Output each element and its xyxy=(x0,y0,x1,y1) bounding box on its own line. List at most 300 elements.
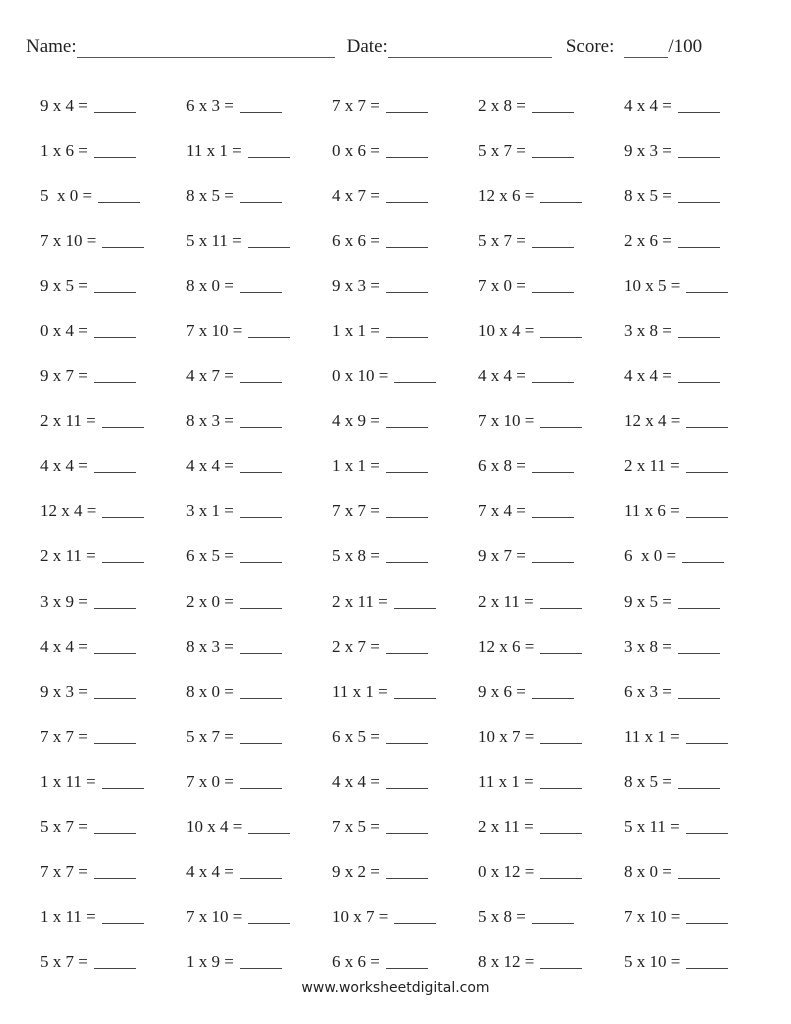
problem-item xyxy=(40,546,186,566)
answer-blank[interactable] xyxy=(540,877,582,879)
answer-blank[interactable] xyxy=(540,607,582,609)
problem-equation: 0 x 6 = xyxy=(332,140,380,160)
problem-equation: 4 x 7 = xyxy=(332,185,380,205)
problem-item xyxy=(624,411,770,431)
problem-equation: 8 x 0 = xyxy=(186,681,234,701)
problem-equation: 9 x 3 = xyxy=(40,681,88,701)
problem-item xyxy=(186,456,332,476)
answer-blank[interactable] xyxy=(386,246,428,248)
problem-equation: 7 x 10 = xyxy=(40,230,97,250)
problem-equation: 6 x 5 = xyxy=(332,726,380,746)
problem-equation: 2 x 7 = xyxy=(332,636,380,656)
answer-blank[interactable] xyxy=(686,922,728,924)
problem-equation: 1 x 1 = xyxy=(332,321,380,341)
problem-item xyxy=(186,276,332,296)
problem-equation: 1 x 11 = xyxy=(40,907,96,927)
problem-equation: 8 x 0 = xyxy=(186,275,234,295)
answer-blank[interactable] xyxy=(94,607,136,609)
problem-item xyxy=(478,411,624,431)
answer-blank[interactable] xyxy=(386,832,428,834)
problem-row xyxy=(40,805,770,850)
answer-blank[interactable] xyxy=(678,652,720,654)
answer-blank[interactable] xyxy=(686,291,728,293)
answer-blank[interactable] xyxy=(678,381,720,383)
problem-equation: 5 x 7 = xyxy=(186,726,234,746)
problem-item xyxy=(332,231,478,251)
answer-blank[interactable] xyxy=(102,516,144,518)
answer-blank[interactable] xyxy=(532,111,574,113)
problem-item xyxy=(478,546,624,566)
problem-equation: 8 x 12 = xyxy=(478,952,535,972)
problem-equation: 8 x 3 = xyxy=(186,636,234,656)
problem-equation: 6 x 5 = xyxy=(186,546,234,566)
answer-blank[interactable] xyxy=(686,516,728,518)
answer-blank[interactable] xyxy=(240,381,282,383)
answer-blank[interactable] xyxy=(386,787,428,789)
problem-equation: 11 x 1 = xyxy=(624,726,680,746)
answer-blank[interactable] xyxy=(248,156,290,158)
answer-blank[interactable] xyxy=(532,471,574,473)
problem-equation: 5 x 10 = xyxy=(624,952,681,972)
problem-equation: 7 x 0 = xyxy=(478,275,526,295)
problem-item xyxy=(186,817,332,837)
answer-blank[interactable] xyxy=(386,877,428,879)
problem-equation: 5 x 7 = xyxy=(40,817,88,837)
problem-equation: 11 x 1 = xyxy=(478,771,534,791)
problem-item xyxy=(186,727,332,747)
problem-equation: 7 x 5 = xyxy=(332,817,380,837)
problem-item xyxy=(624,907,770,927)
problem-equation: 7 x 7 = xyxy=(332,95,380,115)
answer-blank[interactable] xyxy=(532,246,574,248)
problem-equation: 10 x 4 = xyxy=(186,817,243,837)
problem-item xyxy=(186,96,332,116)
problem-equation: 6 x 8 = xyxy=(478,456,526,476)
answer-blank[interactable] xyxy=(102,246,144,248)
problem-equation: 7 x 10 = xyxy=(478,411,535,431)
problem-equation: 1 x 1 = xyxy=(332,456,380,476)
problem-item xyxy=(624,682,770,702)
answer-blank[interactable] xyxy=(94,156,136,158)
problem-row xyxy=(40,895,770,940)
problem-row xyxy=(40,83,770,128)
problem-item xyxy=(40,907,186,927)
score-total: /100 xyxy=(668,36,703,57)
answer-blank[interactable] xyxy=(386,652,428,654)
answer-blank[interactable] xyxy=(386,561,428,563)
website-footer: www.worksheetdigital.com xyxy=(301,980,490,996)
problem-equation: 9 x 5 = xyxy=(40,275,88,295)
problem-equation: 9 x 3 = xyxy=(624,140,672,160)
answer-blank[interactable] xyxy=(386,336,428,338)
problem-equation: 1 x 9 = xyxy=(186,952,234,972)
answer-blank[interactable] xyxy=(240,967,282,969)
problem-equation: 4 x 4 = xyxy=(186,862,234,882)
answer-blank[interactable] xyxy=(94,381,136,383)
problem-equation: 9 x 3 = xyxy=(332,275,380,295)
answer-blank[interactable] xyxy=(678,246,720,248)
problem-equation: 2 x 8 = xyxy=(478,95,526,115)
problem-equation: 5 x 7 = xyxy=(40,952,88,972)
problem-item xyxy=(186,592,332,612)
answer-blank[interactable] xyxy=(540,652,582,654)
problem-equation: 2 x 11 = xyxy=(40,546,96,566)
answer-blank[interactable] xyxy=(240,561,282,563)
problem-row xyxy=(40,444,770,489)
problem-item xyxy=(332,637,478,657)
answer-blank[interactable] xyxy=(394,697,436,699)
problem-row xyxy=(40,669,770,714)
problem-equation: 8 x 5 = xyxy=(624,771,672,791)
problem-item xyxy=(624,231,770,251)
problem-row xyxy=(40,263,770,308)
answer-blank[interactable] xyxy=(94,291,136,293)
answer-blank[interactable] xyxy=(678,877,720,879)
problem-equation: 8 x 5 = xyxy=(624,185,672,205)
problem-item xyxy=(186,772,332,792)
answer-blank[interactable] xyxy=(678,607,720,609)
problem-item xyxy=(186,907,332,927)
problem-equation: 9 x 7 = xyxy=(40,366,88,386)
problem-item xyxy=(40,276,186,296)
answer-blank[interactable] xyxy=(540,742,582,744)
problem-equation: 7 x 0 = xyxy=(186,771,234,791)
answer-blank[interactable] xyxy=(240,516,282,518)
answer-blank[interactable] xyxy=(248,832,290,834)
problem-equation: 4 x 4 = xyxy=(332,771,380,791)
answer-blank[interactable] xyxy=(102,787,144,789)
answer-blank[interactable] xyxy=(240,291,282,293)
problem-equation: 1 x 6 = xyxy=(40,140,88,160)
problem-item xyxy=(332,501,478,521)
answer-blank[interactable] xyxy=(686,742,728,744)
answer-blank[interactable] xyxy=(540,336,582,338)
problem-equation: 4 x 4 = xyxy=(624,366,672,386)
score-field[interactable] xyxy=(624,39,668,58)
problem-equation: 5 x 8 = xyxy=(332,546,380,566)
problem-equation: 12 x 4 = xyxy=(40,501,97,521)
problem-equation: 9 x 5 = xyxy=(624,591,672,611)
problem-equation: 9 x 6 = xyxy=(478,681,526,701)
answer-blank[interactable] xyxy=(686,426,728,428)
problem-item xyxy=(478,231,624,251)
problem-equation: 5 x 11 = xyxy=(624,817,680,837)
problem-item xyxy=(40,456,186,476)
answer-blank[interactable] xyxy=(686,471,728,473)
date-field[interactable] xyxy=(388,39,552,58)
problem-item xyxy=(624,456,770,476)
problem-equation: 7 x 10 = xyxy=(624,907,681,927)
answer-blank[interactable] xyxy=(102,922,144,924)
problem-equation: 10 x 5 = xyxy=(624,275,681,295)
problem-item xyxy=(624,276,770,296)
problem-item xyxy=(478,952,624,972)
answer-blank[interactable] xyxy=(94,471,136,473)
problem-equation: 11 x 1 = xyxy=(186,140,242,160)
answer-blank[interactable] xyxy=(94,111,136,113)
answer-blank[interactable] xyxy=(240,652,282,654)
problem-equation: 4 x 4 = xyxy=(478,366,526,386)
answer-blank[interactable] xyxy=(386,967,428,969)
problem-item xyxy=(478,727,624,747)
problem-equation: 3 x 1 = xyxy=(186,501,234,521)
answer-blank[interactable] xyxy=(386,742,428,744)
problem-row xyxy=(40,173,770,218)
problem-equation: 2 x 11 = xyxy=(40,411,96,431)
problem-item xyxy=(478,456,624,476)
problem-item xyxy=(332,141,478,161)
problem-item xyxy=(624,772,770,792)
problem-row xyxy=(40,579,770,624)
answer-blank[interactable] xyxy=(240,697,282,699)
problem-item xyxy=(624,592,770,612)
problem-item xyxy=(332,862,478,882)
problem-equation: 9 x 4 = xyxy=(40,95,88,115)
problem-row xyxy=(40,489,770,534)
problem-equation: 8 x 0 = xyxy=(624,862,672,882)
answer-blank[interactable] xyxy=(240,111,282,113)
problem-item xyxy=(478,682,624,702)
problem-item xyxy=(478,366,624,386)
problem-item xyxy=(478,141,624,161)
problem-equation: 4 x 4 = xyxy=(40,636,88,656)
answer-blank[interactable] xyxy=(240,471,282,473)
problem-item xyxy=(332,411,478,431)
answer-blank[interactable] xyxy=(94,652,136,654)
problem-item xyxy=(186,186,332,206)
problem-row xyxy=(40,940,770,985)
problem-item xyxy=(478,862,624,882)
answer-blank[interactable] xyxy=(678,787,720,789)
problem-equation: 5 x 7 = xyxy=(478,230,526,250)
problem-item xyxy=(186,411,332,431)
answer-blank[interactable] xyxy=(240,787,282,789)
problem-item xyxy=(624,186,770,206)
problem-item xyxy=(624,817,770,837)
problem-equation: 7 x 10 = xyxy=(186,321,243,341)
problem-item xyxy=(40,727,186,747)
answer-blank[interactable] xyxy=(394,922,436,924)
problem-row xyxy=(40,128,770,173)
problem-item xyxy=(624,727,770,747)
answer-blank[interactable] xyxy=(248,336,290,338)
problem-row xyxy=(40,759,770,804)
problem-equation: 5 x 11 = xyxy=(186,230,242,250)
problem-equation: 7 x 7 = xyxy=(40,726,88,746)
problem-item xyxy=(624,321,770,341)
problem-equation: 10 x 7 = xyxy=(478,726,535,746)
answer-blank[interactable] xyxy=(686,967,728,969)
answer-blank[interactable] xyxy=(394,381,436,383)
name-label: Name: xyxy=(26,36,77,57)
answer-blank[interactable] xyxy=(240,201,282,203)
problem-equation: 4 x 4 = xyxy=(40,456,88,476)
problem-item xyxy=(478,96,624,116)
problem-item xyxy=(186,952,332,972)
answer-blank[interactable] xyxy=(532,561,574,563)
problem-equation: 12 x 6 = xyxy=(478,636,535,656)
problem-equation: 11 x 1 = xyxy=(332,681,388,701)
problem-equation: 2 x 11 = xyxy=(624,456,680,476)
problem-row xyxy=(40,850,770,895)
problem-item xyxy=(624,546,770,566)
problem-item xyxy=(40,366,186,386)
answer-blank[interactable] xyxy=(248,922,290,924)
problem-item xyxy=(40,186,186,206)
answer-blank[interactable] xyxy=(240,426,282,428)
problem-equation: 2 x 11 = xyxy=(478,817,534,837)
problem-item xyxy=(186,231,332,251)
problem-row xyxy=(40,714,770,759)
answer-blank[interactable] xyxy=(94,742,136,744)
problem-item xyxy=(186,321,332,341)
answer-blank[interactable] xyxy=(532,697,574,699)
problem-item xyxy=(40,682,186,702)
problem-equation: 5 x 7 = xyxy=(478,140,526,160)
problem-equation: 6 x 6 = xyxy=(332,230,380,250)
answer-blank[interactable] xyxy=(682,561,724,563)
problem-item xyxy=(332,592,478,612)
problem-item xyxy=(332,546,478,566)
problem-item xyxy=(40,231,186,251)
answer-blank[interactable] xyxy=(540,426,582,428)
problem-item xyxy=(40,321,186,341)
answer-blank[interactable] xyxy=(532,516,574,518)
problem-item xyxy=(624,862,770,882)
problem-equation: 8 x 5 = xyxy=(186,185,234,205)
problem-item xyxy=(624,366,770,386)
problem-item xyxy=(40,96,186,116)
answer-blank[interactable] xyxy=(678,336,720,338)
problem-equation: 12 x 6 = xyxy=(478,185,535,205)
answer-blank[interactable] xyxy=(540,787,582,789)
problem-item xyxy=(40,862,186,882)
answer-blank[interactable] xyxy=(532,922,574,924)
problem-equation: 4 x 4 = xyxy=(186,456,234,476)
answer-blank[interactable] xyxy=(240,877,282,879)
answer-blank[interactable] xyxy=(540,201,582,203)
answer-blank[interactable] xyxy=(386,156,428,158)
answer-blank[interactable] xyxy=(386,291,428,293)
answer-blank[interactable] xyxy=(386,111,428,113)
answer-blank[interactable] xyxy=(532,291,574,293)
answer-blank[interactable] xyxy=(248,246,290,248)
answer-blank[interactable] xyxy=(94,336,136,338)
answer-blank[interactable] xyxy=(98,201,140,203)
problem-item xyxy=(332,96,478,116)
problem-equation: 3 x 8 = xyxy=(624,321,672,341)
problem-equation: 0 x 4 = xyxy=(40,321,88,341)
problem-item xyxy=(40,141,186,161)
problem-item xyxy=(624,141,770,161)
problem-item xyxy=(40,637,186,657)
answer-blank[interactable] xyxy=(94,832,136,834)
problem-item xyxy=(186,637,332,657)
answer-blank[interactable] xyxy=(240,607,282,609)
problem-item xyxy=(478,817,624,837)
problem-equation: 10 x 7 = xyxy=(332,907,389,927)
problem-item xyxy=(332,456,478,476)
problem-equation: 7 x 7 = xyxy=(40,862,88,882)
problem-equation: 6 x 6 = xyxy=(332,952,380,972)
problem-equation: 6 x 3 = xyxy=(624,681,672,701)
problem-equation: 0 x 12 = xyxy=(478,862,535,882)
problem-item xyxy=(186,141,332,161)
problem-equation: 3 x 9 = xyxy=(40,591,88,611)
problem-equation: 3 x 8 = xyxy=(624,636,672,656)
answer-blank[interactable] xyxy=(386,471,428,473)
problem-item xyxy=(478,501,624,521)
answer-blank[interactable] xyxy=(678,156,720,158)
problem-item xyxy=(40,501,186,521)
answer-blank[interactable] xyxy=(678,111,720,113)
problem-item xyxy=(332,817,478,837)
answer-blank[interactable] xyxy=(386,426,428,428)
problem-item xyxy=(186,862,332,882)
problem-equation: 10 x 4 = xyxy=(478,321,535,341)
problem-equation: 0 x 10 = xyxy=(332,366,389,386)
problem-item xyxy=(186,682,332,702)
answer-blank[interactable] xyxy=(94,877,136,879)
answer-blank[interactable] xyxy=(94,967,136,969)
problem-equation: 9 x 2 = xyxy=(332,862,380,882)
problem-item xyxy=(478,276,624,296)
problem-item xyxy=(332,682,478,702)
answer-blank[interactable] xyxy=(532,381,574,383)
problem-item xyxy=(624,501,770,521)
answer-blank[interactable] xyxy=(540,967,582,969)
problem-equation: 2 x 6 = xyxy=(624,230,672,250)
problem-equation: 6 x 3 = xyxy=(186,95,234,115)
problem-row xyxy=(40,218,770,263)
problem-item xyxy=(332,772,478,792)
problem-equation: 2 x 11 = xyxy=(478,591,534,611)
problem-item xyxy=(332,907,478,927)
name-field[interactable] xyxy=(77,39,335,58)
answer-blank[interactable] xyxy=(678,697,720,699)
answer-blank[interactable] xyxy=(94,697,136,699)
answer-blank[interactable] xyxy=(386,201,428,203)
answer-blank[interactable] xyxy=(394,607,436,609)
answer-blank[interactable] xyxy=(240,742,282,744)
problem-equation: 5 x 8 = xyxy=(478,907,526,927)
problem-item xyxy=(40,952,186,972)
problem-item xyxy=(478,637,624,657)
problem-item xyxy=(40,772,186,792)
problem-item xyxy=(186,546,332,566)
answer-blank[interactable] xyxy=(540,832,582,834)
answer-blank[interactable] xyxy=(386,516,428,518)
answer-blank[interactable] xyxy=(102,426,144,428)
answer-blank[interactable] xyxy=(686,832,728,834)
problem-equation: 7 x 10 = xyxy=(186,907,243,927)
answer-blank[interactable] xyxy=(102,561,144,563)
problem-equation: 1 x 11 = xyxy=(40,771,96,791)
answer-blank[interactable] xyxy=(678,201,720,203)
problem-item xyxy=(478,186,624,206)
problem-equation: 4 x 7 = xyxy=(186,366,234,386)
date-label: Date: xyxy=(346,36,388,57)
problem-item xyxy=(332,366,478,386)
answer-blank[interactable] xyxy=(532,156,574,158)
problem-item xyxy=(332,727,478,747)
problem-equation: 7 x 4 = xyxy=(478,501,526,521)
problem-grid xyxy=(40,83,770,985)
problem-item xyxy=(40,411,186,431)
problem-row xyxy=(40,399,770,444)
problem-item xyxy=(478,907,624,927)
problem-item xyxy=(186,366,332,386)
